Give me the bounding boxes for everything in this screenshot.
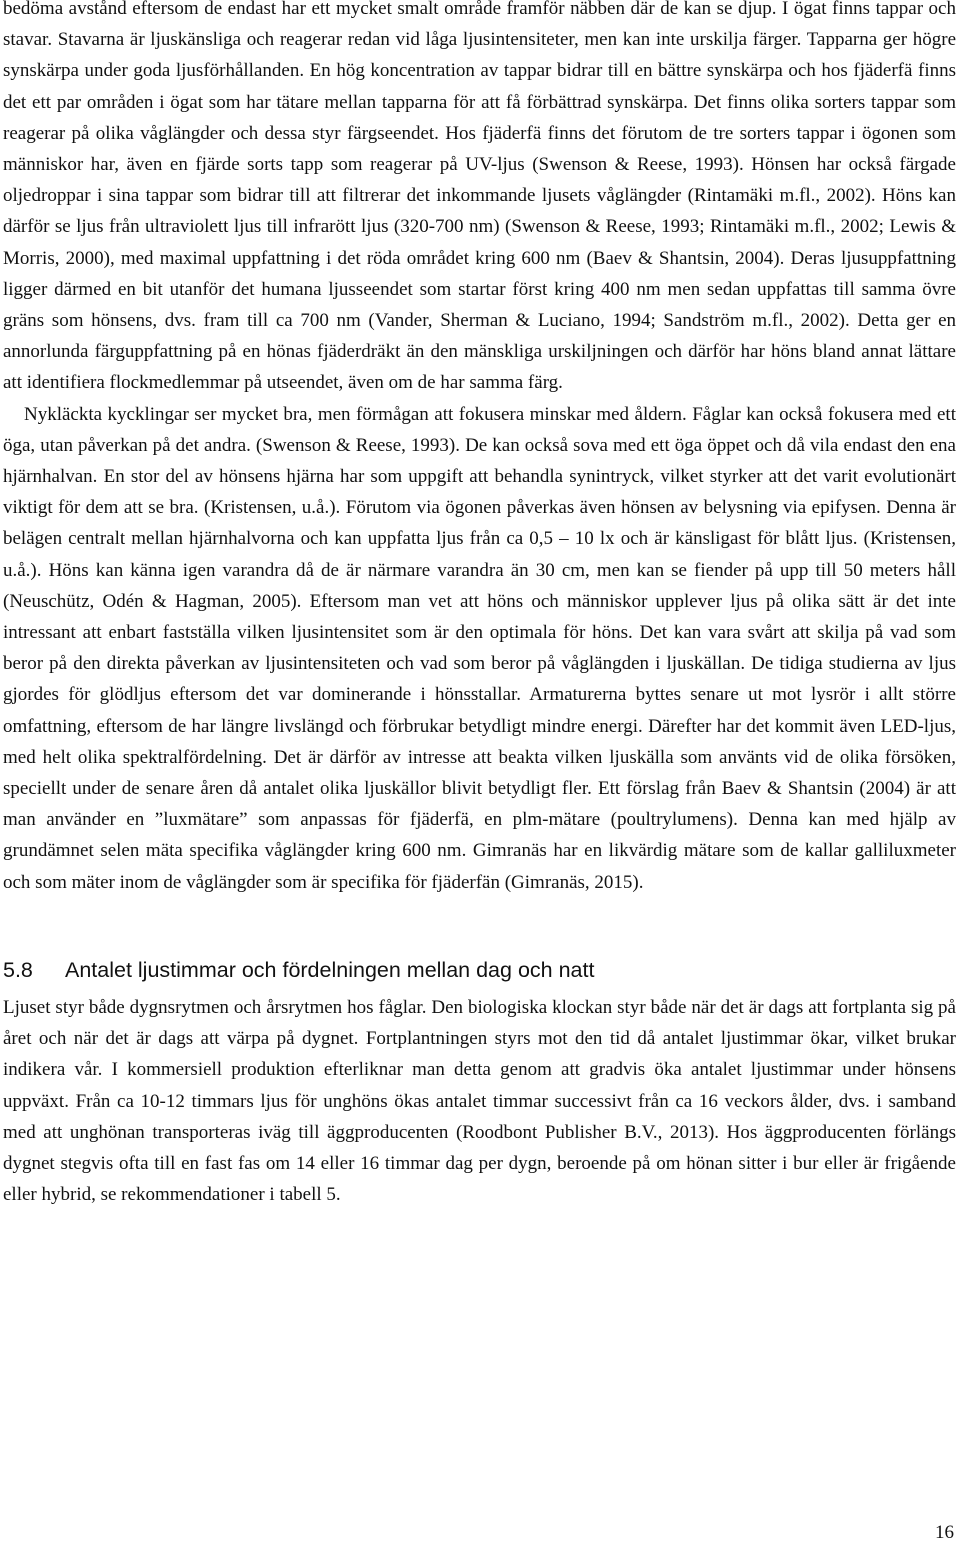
body-paragraph: Nykläckta kycklingar ser mycket bra, men förmågan att fokusera minskar med åldern. Fåglar kan också fokusera med ett öga, utan påverkan på det andra. (Swenson & Reese, 1993). De kan också sova med ett öga öppet och då vila endast den ena hjärnhalvan. En stor del av hönsens hjärna har som uppgift att behandla synintryck, vilket styrker att det varit evolutionärt viktigt för dem att se bra. (Kristensen, u.å.). Förutom via ögonen påverkas även hönsen av belysning via epifysen. Denna är belägen centralt mellan hjärnhalvorna och kan uppfatta ljus från ca 0,5 – 10 lx och är känsligast för blått ljus. (Kristensen, u.å.). Höns kan känna igen varandra då de är närmare varandra än 30 cm, men kan se fiender på upp till 50 meters håll (Neuschütz, Odén & Hagman, 2005). Eftersom man vet att höns och människor upplever ljus på olika sätt är det inte intressant att enbart fastställa vilken ljusintensitet som är den optimala för höns. Det kan vara svårt att skilja på vad som beror på den direkta påverkan av ljusintensiteten och vad som beror på våglängden i ljuskällan. De tidiga studierna av ljus gjordes för glödljus eftersom det var dominerande i hönsstallar. Armaturerna byttes senare ut mot lysrör i allt större omfattning, eftersom de har längre livslängd och förbrukar betydligt mindre energi. Därefter har det kommit även LED-ljus, med helt olika spektralfördelning. Det är därför av intresse att beakta vilken ljuskälla som använts vid de olika försöken, speciellt under de senare åren då antalet olika ljuskällor blivit betydligt fler. Ett förslag från Baev & Shantsin (2004) är att man använder en ”luxmätare” som anpassas för fjäderfä, en plm-mätare (poultrylumens). Denna kan med hjälp av grundämnet selen mäta specifika våglängder kring 600 nm. Gimranäs har en likvärdig mätare som de kallar galliluxmeter och som mäter inom de våglängder som är specifika för fjäderfän (Gimranäs, 2015).: [3, 403, 956, 893]
page-number: 16: [935, 1522, 954, 1543]
body-paragraph: bedöma avstånd eftersom de endast har ett mycket smalt område framför näbben där de kan se djup. I ögat finns tappar och stavar. Stavarna är ljuskänsliga och reagerar redan vid låga ljusintensiteter, men kan inte urskilja färger. Tapparna ger högre synskärpa under goda ljusförhållanden. En hög koncentration av tappar bidrar till en bättre synskärpa och hos fjäderfä finns det ett par områden i ögat som har tätare mellan tapparna för att få förbättrad synskärpa. Det finns olika sorters tappar som reagerar på olika våglängder och dessa styr färgseendet. Hos fjäderfä finns det förutom de tre sorters tappar i ögonen som människor har, även en fjärde sorts tapp som reagerar på UV-ljus (Swenson & Reese, 1993). Hönsen har också färgade oljedroppar i sina tappar som bidrar till att filtrerar det inkommande ljusets våglängder (Rintamäki m.fl., 2002). Höns kan därför se ljus från ultraviolett ljus till infrarött ljus (320-700 nm) (Swenson & Reese, 1993; Rintamäki m.fl., 2002; Lewis & Morris, 2000), med maximal uppfattning i det röda området kring 600 nm (Baev & Shantsin, 2004). Deras ljusuppfattning ligger därmed en bit utanför det humana ljusseendet som startar först kring 400 nm men sedan uppfattas till samma övre gräns som hönsens, dvs. fram till ca 700 nm (Vander, Sherman & Luciano, 1994; Sandström m.fl., 2002). Detta ger en annorlunda färguppfattning på en hönas fjäderdräkt än den mänskliga urskiljningen och därför har höns bland annat lättare att identifiera flockmedlemmar på utseendet, även om de har samma färg.: [3, 0, 956, 394]
section-paragraph: Ljuset styr både dygnsrytmen och årsrytmen hos fåglar. Den biologiska klockan styr både när det är dags att fortplanta sig på året och när det är dags att värpa på dygnet. Fortplantningen styrs mot den tid då antalet ljustimmar ökar, vilket brukar indikera vår. I kommersiell produktion efterliknar man detta genom att gradvis öka antalet ljustimmar under hönsens uppväxt. Från ca 10-12 timmars ljus för unghöns ökas antalet timmar successivt från ca 16 veckors ålder, dvs. i samband med att unghönan transporteras iväg till äggproducenten (Roodbont Publisher B.V., 2013). Hos äggproducenten förlängs dygnet stegvis ofta till en fast fas om 14 eller 16 timmar dag per dygn, beroende på om hönan sitter i bur eller är frigående eller hybrid, se rekommendationer i tabell 5.: [3, 996, 956, 1206]
section-title: Antalet ljustimmar och fördelningen mellan dag och natt: [65, 957, 595, 982]
section-number: 5.8: [3, 957, 33, 982]
section-heading: [3, 954, 956, 986]
